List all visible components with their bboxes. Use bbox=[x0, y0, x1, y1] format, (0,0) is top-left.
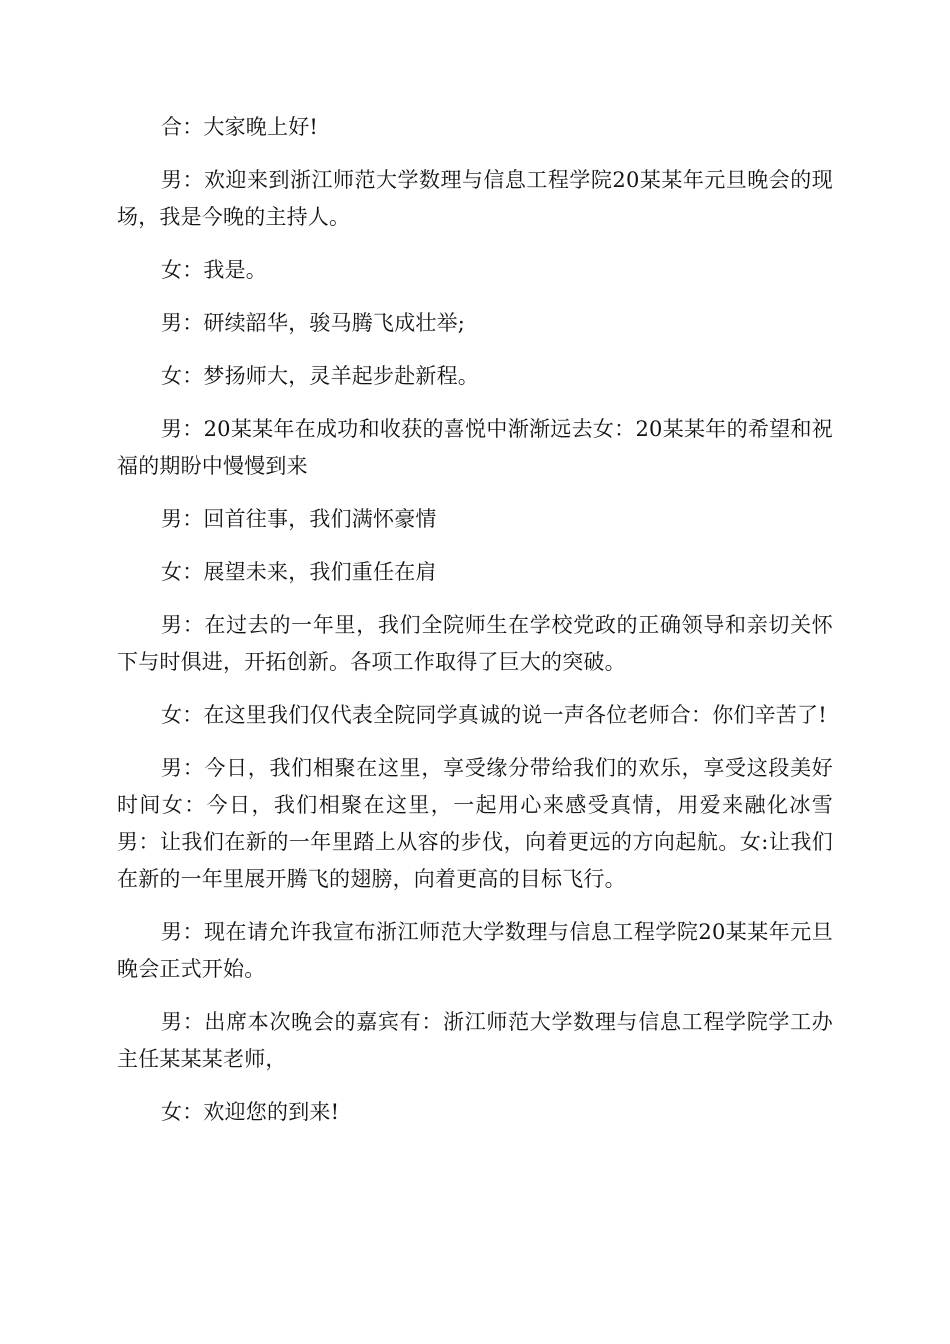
paragraph-12: 男：现在请允许我宣布浙江师范大学数理与信息工程学院20某某年元旦晚会正式开始。 bbox=[117, 920, 833, 981]
paragraph-13: 男：出席本次晚会的嘉宾有：浙江师范大学数理与信息工程学院学工办主任某某某老师， bbox=[117, 1010, 833, 1071]
paragraph-4: 男：研续韶华，骏马腾飞成壮举; bbox=[161, 311, 466, 335]
paragraph-6: 男：20某某年在成功和收获的喜悦中渐渐远去女：20某某年的希望和祝福的期盼中慢慢到来 bbox=[117, 417, 833, 478]
paragraph-1: 合：大家晚上好! bbox=[161, 115, 319, 139]
paragraph-11: 男：今日，我们相聚在这里，享受缘分带给我们的欢乐，享受这段美好时间女：今日，我们相聚在这里，一起用心来感受真情，用爱来融化冰雪男：让我们在新的一年里踏上从容的步伐，向着更远的方向起航。女:让我们在新的一年里展开腾飞的翅膀，向着更高的目标飞行。 bbox=[117, 756, 833, 891]
paragraph-8: 女：展望未来，我们重任在肩 bbox=[161, 560, 437, 584]
paragraph-9: 男：在过去的一年里，我们全院师生在学校党政的正确领导和亲切关怀下与时俱进，开拓创新。各项工作取得了巨大的突破。 bbox=[117, 613, 833, 674]
paragraph-5: 女：梦扬师大，灵羊起步赴新程。 bbox=[161, 364, 479, 388]
paragraph-3: 女：我是。 bbox=[161, 258, 267, 282]
paragraph-7: 男：回首往事，我们满怀豪情 bbox=[161, 507, 437, 531]
paragraph-10: 女：在这里我们仅代表全院同学真诚的说一声各位老师合：你们辛苦了! bbox=[161, 703, 827, 727]
paragraph-14: 女：欢迎您的到来! bbox=[161, 1100, 340, 1124]
document-body bbox=[117, 109, 833, 1147]
paragraph-2: 男：欢迎来到浙江师范大学数理与信息工程学院20某某年元旦晚会的现场，我是今晚的主持人。 bbox=[117, 168, 833, 229]
